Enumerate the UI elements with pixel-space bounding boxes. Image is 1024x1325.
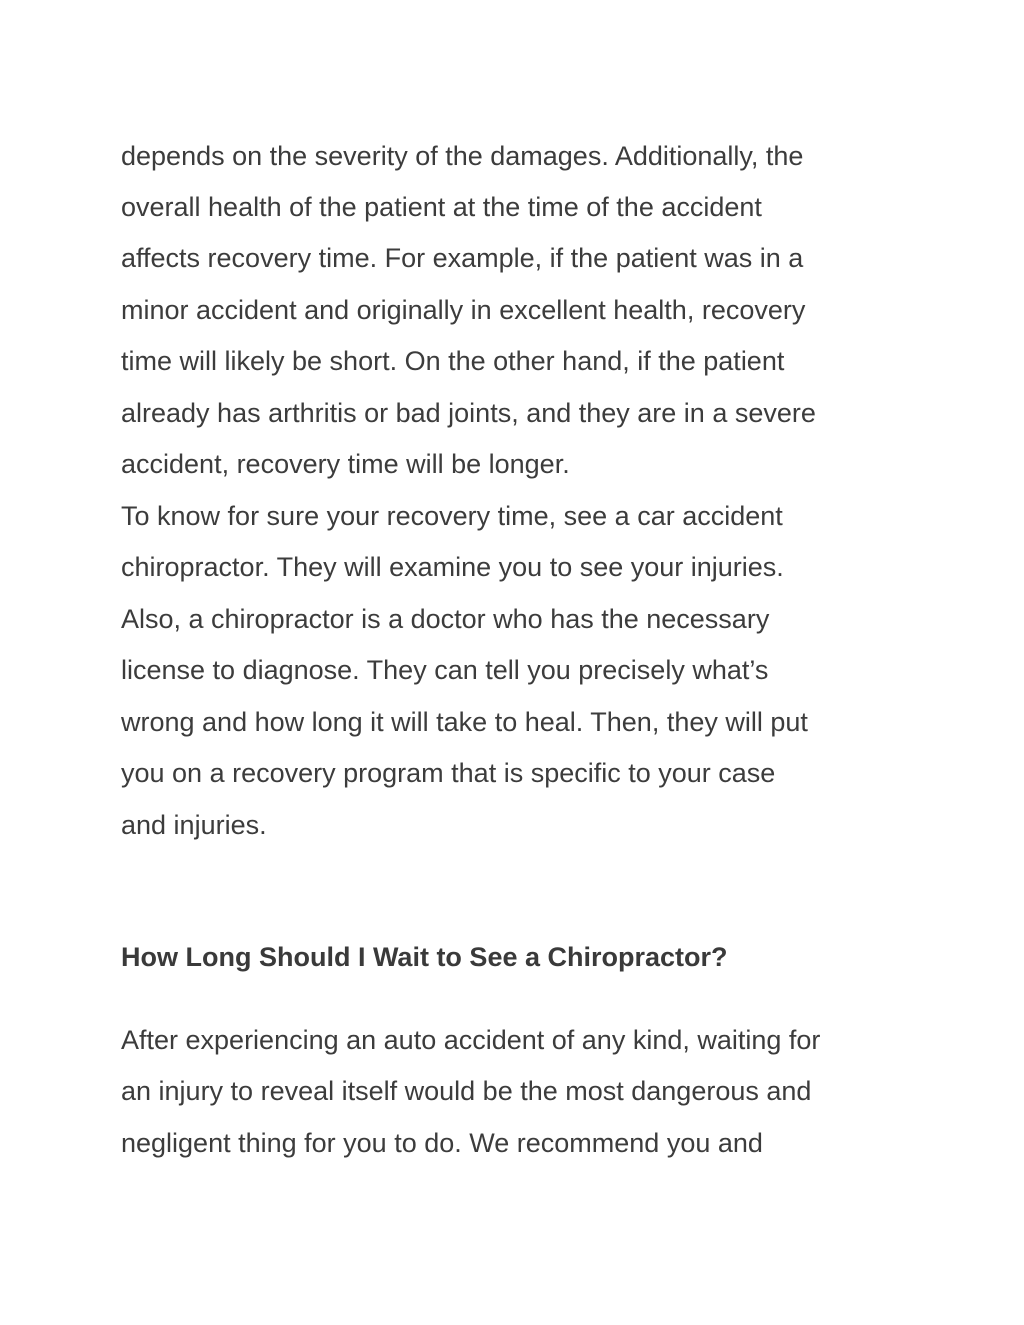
text-line: accident, recovery time will be longer. [121, 449, 570, 479]
text-line: minor accident and originally in excellent health, recovery [121, 295, 806, 325]
text-line: overall health of the patient at the time of the accident [121, 192, 762, 222]
text-line: license to diagnose. They can tell you precisely what’s [121, 655, 769, 685]
text-line: To know for sure your recovery time, see a car accident [121, 501, 783, 531]
text-line: already has arthritis or bad joints, and they are in a severe [121, 398, 816, 428]
text-line: Also, a chiropractor is a doctor who has the necessary [121, 604, 770, 634]
text-line: an injury to reveal itself would be the most dangerous and [121, 1076, 812, 1106]
text-line: wrong and how long it will take to heal. Then, they will put [121, 707, 808, 737]
text-line: time will likely be short. On the other hand, if the patient [121, 346, 785, 376]
text-line: and injuries. [121, 810, 267, 840]
section-heading: How Long Should I Wait to See a Chiropractor? [121, 942, 728, 972]
text-line: negligent thing for you to do. We recommend you and [121, 1128, 763, 1158]
text-line: After experiencing an auto accident of any kind, waiting for [121, 1025, 821, 1055]
text-line: you on a recovery program that is specific to your case [121, 758, 776, 788]
text-line: depends on the severity of the damages. Additionally, the [121, 141, 804, 171]
text-line: chiropractor. They will examine you to see your injuries. [121, 552, 784, 582]
text-line: affects recovery time. For example, if the patient was in a [121, 243, 804, 273]
